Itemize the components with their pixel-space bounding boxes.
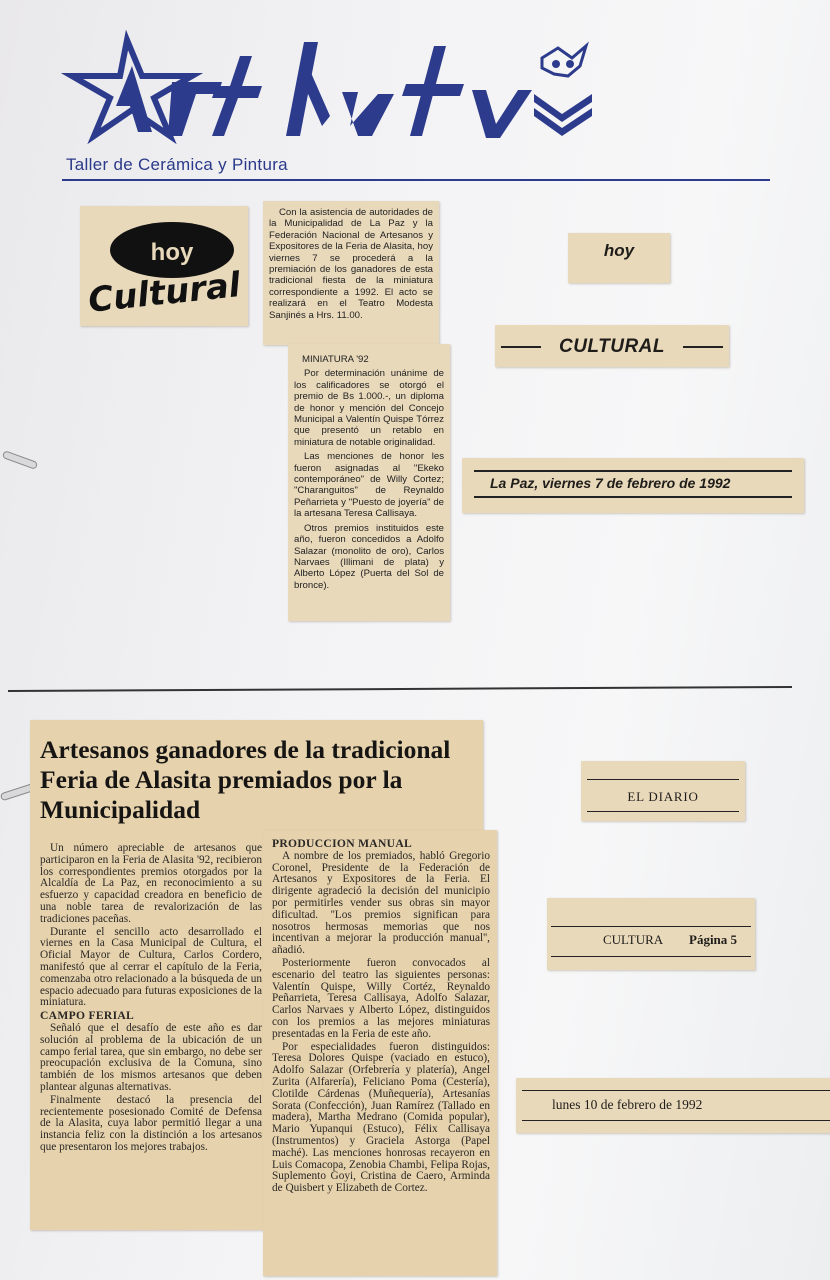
rule [522, 1120, 830, 1121]
page-divider [8, 686, 792, 692]
rule [587, 811, 739, 812]
article2-paragraph: Posteriormente fueron convocados al escenario del teatro las siguientes personas: Valentín Quispe, Willy Cortéz, Reynaldo Peñarrieta, Teresa Callisaya, Adolfo Salazar, Carlos Narvaes y Alberto López, distinguidos con los premios a las mejores miniaturas presentadas en la Feria de este año. [272, 956, 490, 1040]
source-hoy-clipping [568, 233, 670, 283]
section-cultura: CULTURA [603, 932, 664, 947]
article2-paragraph: Por especialidades fueron distinguidos: Teresa Dolores Quispe (vaciado en estuco), Adolfo Salazar (Orfebrería y platería), Angel Zurita (Alfarería), Feliciano Poma (Cestería), Clotilde Cárdenas (Muñequería), Artesanías Sorata (Confección), Juan Ramírez (Tallado en madera), Martha Medrano (Comida popular), Mario Yupanqui (Estuco), Félix Callisaya (Instrumentos) y Graciela Astorga (Papel maché). Las menciones honrosas recayeron en Luis Comacopa, Zenobia Chambi, Felipa Rojas, Suplemento Goyi, Cristina de Caero, Arminda de Quisbert y Elizabeth de Cortez. [272, 1040, 490, 1195]
bleed-through [500, 725, 511, 772]
article2-column2 [272, 837, 490, 1196]
article2-column1 [40, 843, 262, 1155]
header-rule [62, 179, 770, 181]
section-cultural: CULTURAL [558, 336, 665, 357]
article1-body [288, 344, 450, 621]
date2: lunes 10 de febrero de 1992 [552, 1097, 703, 1112]
rule [587, 779, 739, 780]
article2-paragraph: A nombre de los premiados, habló Gregorio Coronel, Presidente de la Federación de Artesanos y Expositores de la Feria. El dirigente agradeció la decisión del municipio por permitirles vender sus obras sin mayor dificultad. ''Los premios significan para nosotros hermosas memorias que nos incentivan a mejorar la producción manual'', añadió. [272, 849, 490, 957]
article1-paragraph: Por determinación unánime de los calificadores se otorgó el premio de Bs 1.000.-, un diploma de honor y mención del Concejo Municipal a Valentín Quispe Tórrez que presentó un retablo en miniatura de notable originalidad. [294, 368, 444, 448]
page-number: Página 5 [689, 932, 738, 947]
date2-clipping [516, 1078, 830, 1133]
section-cultural-clipping [495, 325, 729, 367]
article1-intro-text: Con la asistencia de autoridades de la Municipalidad de La Paz y la Federación Nacional de Artesanos y Expositores de la Feria de Alasita, hoy viernes 7 se procederá a la premiación de los ganadores de esta tradicional fiesta de la miniatura correspondiente a 1992. El acto se realizará en el Teatro Modesta Sanjinés a Hrs. 11.00. [269, 207, 433, 321]
article1-intro [263, 201, 439, 345]
article2-paragraph: Un número apreciable de artesanos que participaron en la Feria de Alasita '92, recibieron los correspondientes premios otorgados por la Alcaldía de La Paz, en reconocimiento a su esfuerzo y capacidad creadora en beneficio de una noble tarea de revalorización de las tradiciones paceñas. [40, 842, 262, 925]
article2-paragraph: Durante el sencillo acto desarrollado el viernes en la Casa Municipal de Cultura, el Oficial Mayor de Cultura, Carlos Cordero, manifestó que al cerrar el capítulo de la Feria, comenzaba otro relacionado a la búsqueda de un espacio adecuado para futuras exposiciones de la miniatura. [40, 925, 262, 1009]
article1-paragraph: Otros premios instituidos este año, fueron concedidos a Adolfo Salazar (monolito de oro), Carlos Narvaes (Illimani de plata) y Alberto López (Puerta del Sol de bronce). [294, 522, 444, 591]
source-diario-clipping [581, 761, 745, 821]
binder-ring-top [2, 450, 39, 470]
article2-title: Artesanos ganadores de la tradicional Feria de Alasita premiados por la Municipalidad [40, 735, 451, 824]
hoy-cultural-logo [86, 220, 243, 321]
article1-paragraph: Las menciones de honor les fueron asignadas al "Ekeko contemporáneo" de Willy Cortez; "Charanguitos" de Reynaldo Peñarrieta y "Puesto de joyería" de la artesana Teresa Callisaya. [294, 451, 444, 520]
source-diario: EL DIARIO [627, 789, 699, 804]
section-cultura-clipping [547, 898, 755, 970]
article2-paragraph: Señaló que el desafío de este año es dar solución al problema de la ubicación de un campo ferial tarea, que sin embargo, no debe ser preocupación exclusiva de la Comuna, sino también de los mismos artesanos que deben plantear algunas alternativas. [40, 1021, 262, 1093]
art-nativ-logo [72, 36, 592, 146]
article2-subhead: CAMPO FERIAL [40, 1009, 135, 1023]
date1: La Paz, viernes 7 de febrero de 1992 [490, 475, 731, 491]
svg-text:hoy: hoy [150, 239, 194, 266]
source-hoy: hoy [603, 241, 635, 260]
hoy-cultural-clipping [80, 206, 248, 326]
rule [474, 470, 792, 472]
svg-text:Cultural: Cultural [86, 265, 243, 321]
article2-subhead: PRODUCCION MANUAL [272, 837, 413, 850]
rule [551, 926, 751, 927]
rule [474, 496, 792, 498]
rule [551, 956, 751, 957]
date1-clipping [462, 458, 804, 513]
article2-paragraph: Finalmente destacó la presencia del recientemente posesionado Comité de Defensa de la Alasita, cuya labor permitió llegar a una instancia feliz con la distinción a los artesanos que presentaron los mejores trabajos. [40, 1093, 262, 1153]
rule [522, 1090, 830, 1091]
subtitle: Taller de Cerámica y Pintura [66, 155, 288, 174]
article1-subhead: MINIATURA '92 [302, 354, 369, 365]
